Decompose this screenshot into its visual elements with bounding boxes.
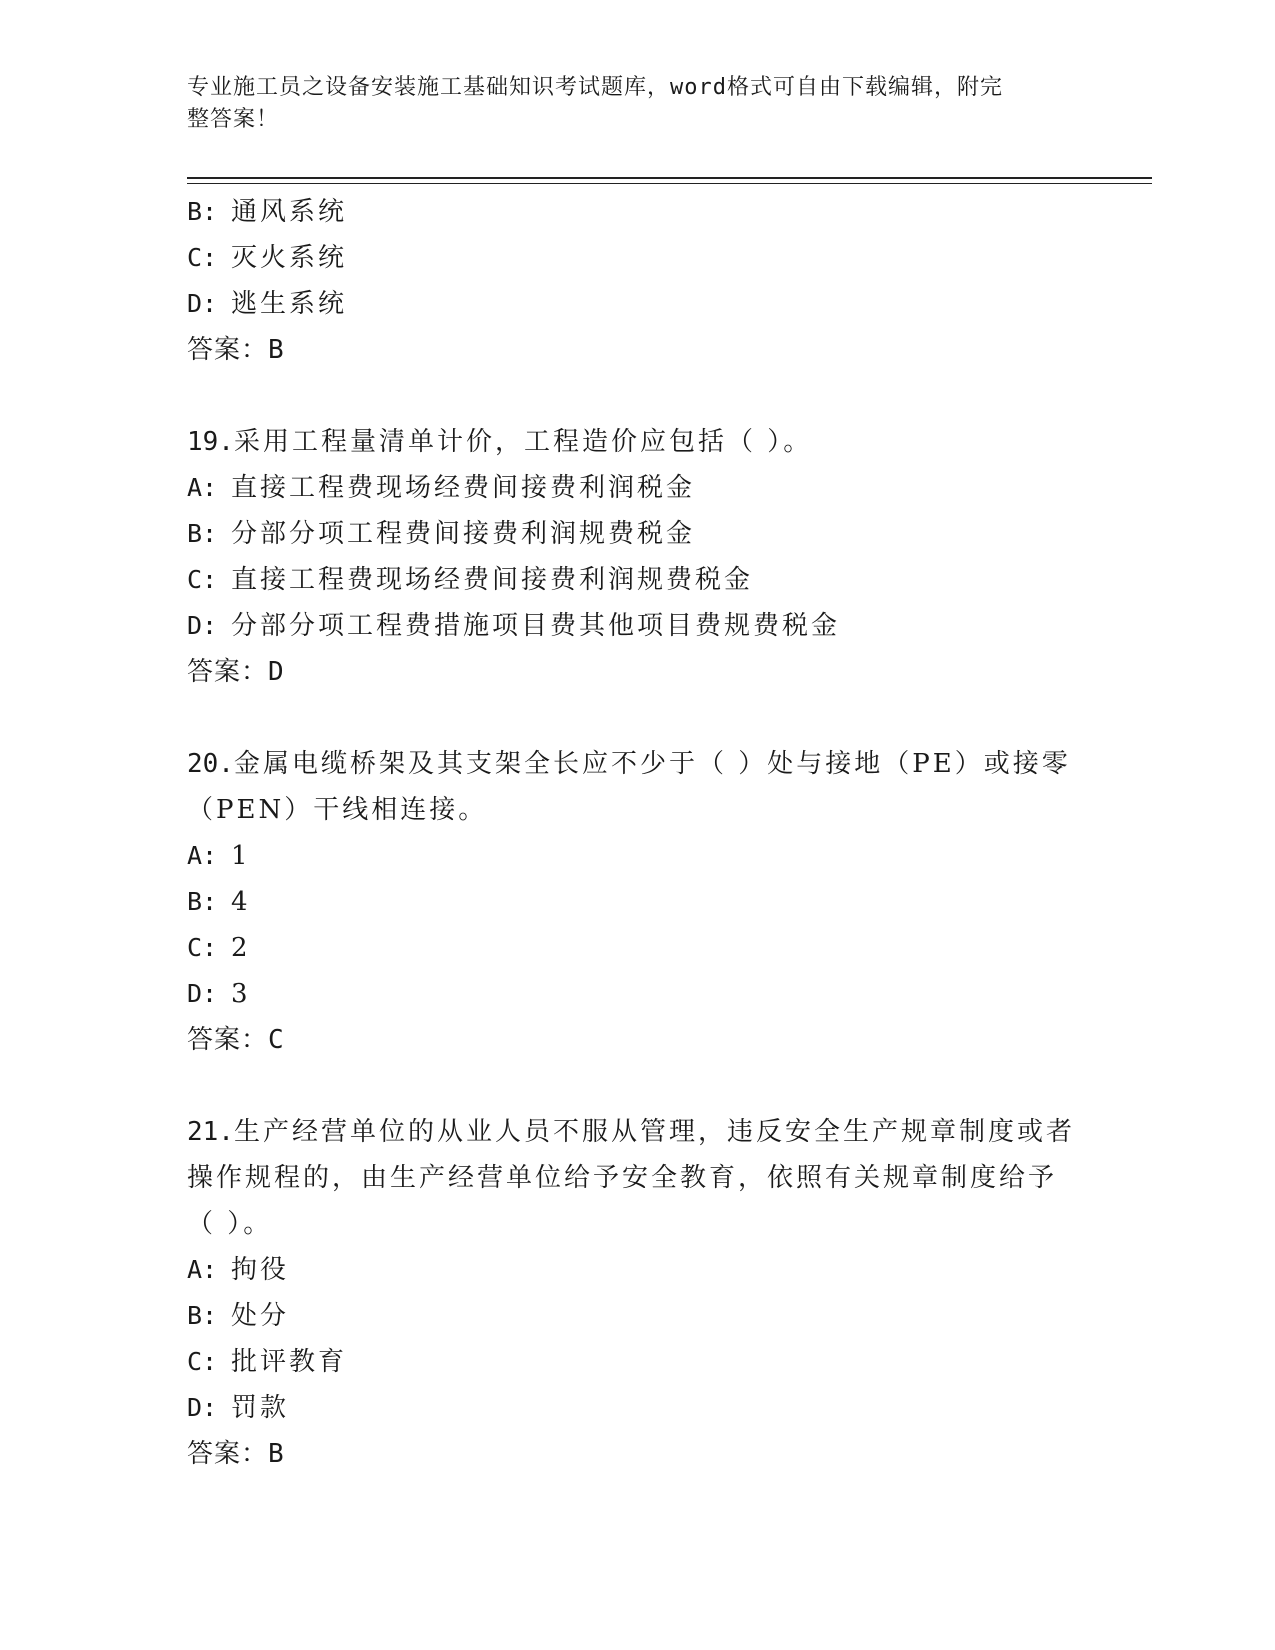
answer-row: [187, 1431, 1087, 1477]
question-text: 采用工程量清单计价，工程造价应包括（ ）。: [233, 427, 813, 457]
header-line-1: 专业施工员之设备安装施工基础知识考试题库，word格式可自由下载编辑，附完: [187, 75, 1003, 100]
option-text: 灭火系统: [231, 243, 348, 273]
question-stem-line: [187, 1109, 1087, 1155]
option-text: 分部分项工程费措施项目费其他项目费规费税金: [231, 611, 841, 641]
option-label: D:: [187, 979, 218, 1008]
question-21: [187, 1109, 1087, 1477]
question-list: [187, 189, 1087, 1477]
question-20: [187, 741, 1087, 1063]
option-row: [187, 879, 1087, 925]
option-label: D:: [187, 289, 218, 318]
option-label: B:: [187, 1301, 218, 1330]
header-rule-thin: [187, 183, 1152, 184]
option-row: [187, 465, 1087, 511]
option-label: B:: [187, 887, 218, 916]
question-number: 20.: [187, 749, 234, 779]
question-text: （ ）。: [187, 1209, 273, 1239]
option-label: B:: [187, 519, 218, 548]
option-text: 2: [231, 933, 251, 963]
answer-label: 答案：: [187, 335, 269, 365]
option-row: [187, 511, 1087, 557]
option-row: [187, 603, 1087, 649]
prev-question-block: [187, 189, 1087, 373]
option-row: [187, 281, 1087, 327]
option-label: C:: [187, 933, 218, 962]
option-row: [187, 557, 1087, 603]
question-stem-line: [187, 419, 1087, 465]
question-stem-line: [187, 741, 1087, 787]
option-label: D:: [187, 611, 218, 640]
option-row: [187, 1247, 1087, 1293]
option-text: 4: [231, 887, 251, 917]
option-label: B:: [187, 197, 218, 226]
answer-value: B: [268, 1439, 285, 1469]
answer-row: [187, 327, 1087, 373]
option-text: 批评教育: [231, 1347, 348, 1377]
option-text: 逃生系统: [231, 289, 348, 319]
answer-value: D: [268, 657, 285, 687]
option-row: [187, 1339, 1087, 1385]
answer-value: C: [268, 1025, 285, 1055]
question-stem-line: [187, 1155, 1087, 1201]
answer-label: 答案：: [187, 657, 269, 687]
question-number: 21.: [187, 1117, 234, 1147]
option-row: [187, 971, 1087, 1017]
option-row: [187, 235, 1087, 281]
option-row: [187, 189, 1087, 235]
option-label: A:: [187, 841, 218, 870]
answer-row: [187, 1017, 1087, 1063]
option-row: [187, 1293, 1087, 1339]
option-label: A:: [187, 473, 218, 502]
option-label: C:: [187, 243, 218, 272]
header-rule-thick: [187, 177, 1152, 179]
option-text: 3: [231, 979, 251, 1009]
option-row: [187, 925, 1087, 971]
option-label: C:: [187, 565, 218, 594]
option-row: [187, 833, 1087, 879]
question-19: [187, 419, 1087, 695]
document-header: [187, 72, 1087, 136]
option-text: 处分: [231, 1301, 290, 1331]
option-text: 通风系统: [231, 197, 348, 227]
question-text: 金属电缆桥架及其支架全长应不少于（ ）处与接地（PE）或接零: [233, 749, 1071, 779]
question-stem-line: [187, 1201, 1087, 1247]
question-text: （PEN）干线相连接。: [187, 795, 488, 825]
question-text: 生产经营单位的从业人员不服从管理，违反安全生产规章制度或者: [233, 1117, 1075, 1147]
option-label: A:: [187, 1255, 218, 1284]
answer-label: 答案：: [187, 1439, 269, 1469]
option-label: C:: [187, 1347, 218, 1376]
answer-label: 答案：: [187, 1025, 269, 1055]
question-number: 19.: [187, 427, 234, 457]
question-text: 操作规程的，由生产经营单位给予安全教育，依照有关规章制度给予: [187, 1163, 1058, 1193]
option-row: [187, 1385, 1087, 1431]
header-line-2: 整答案！: [187, 107, 280, 132]
question-stem-line: [187, 787, 1087, 833]
option-label: D:: [187, 1393, 218, 1422]
option-text: 直接工程费现场经费间接费利润税金: [231, 473, 696, 503]
answer-value: B: [268, 335, 285, 365]
answer-row: [187, 649, 1087, 695]
option-text: 分部分项工程费间接费利润规费税金: [231, 519, 696, 549]
option-text: 直接工程费现场经费间接费利润规费税金: [231, 565, 754, 595]
option-text: 1: [231, 841, 251, 871]
option-text: 罚款: [231, 1393, 290, 1423]
option-text: 拘役: [231, 1255, 290, 1285]
